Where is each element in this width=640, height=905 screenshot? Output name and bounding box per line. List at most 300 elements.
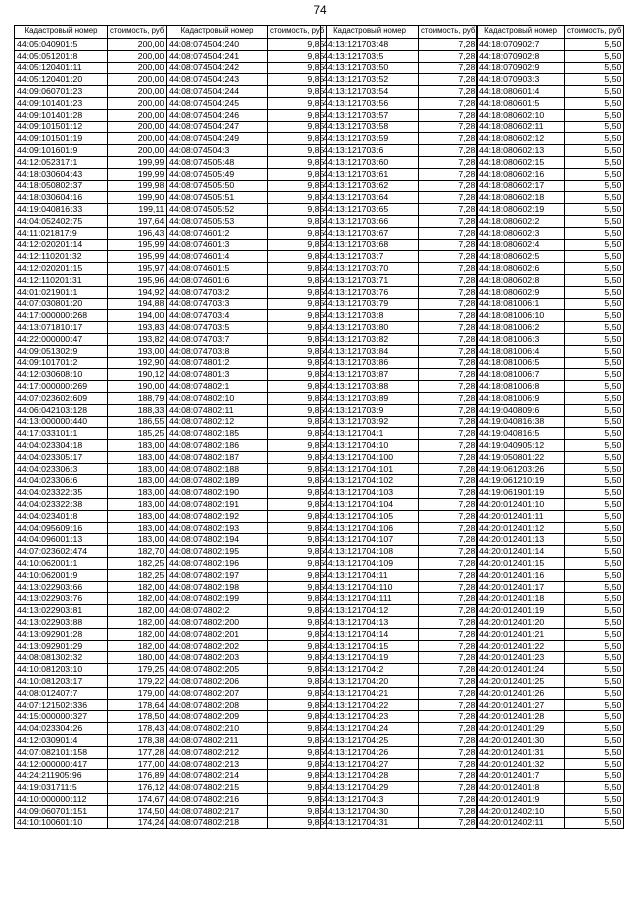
cost-cell: 9,85 [268, 416, 327, 428]
header-cadastral-number: Кадастровый номер [15, 26, 108, 39]
table-row [167, 711, 327, 723]
table-row [477, 640, 624, 652]
cost-table-4 [476, 25, 624, 829]
cadastral-number-cell: 44:19:040816:33 [15, 204, 108, 216]
table-row [15, 676, 167, 688]
table-row [321, 227, 478, 239]
table-row [477, 50, 624, 62]
cadastral-number-cell: 44:07:023602:474 [15, 546, 108, 558]
cadastral-number-cell: 44:18:080602:9 [477, 286, 565, 298]
table-row [477, 286, 624, 298]
cost-cell: 9,85 [268, 180, 327, 192]
cost-cell: 9,85 [268, 168, 327, 180]
cost-cell: 176,12 [108, 782, 167, 794]
table-row [167, 345, 327, 357]
cadastral-number-cell: 44:08:074802:207 [167, 687, 268, 699]
cadastral-number-cell: 44:08:074601:2 [167, 227, 268, 239]
cadastral-number-cell: 44:20:012401:27 [477, 699, 565, 711]
table-row [321, 676, 478, 688]
cadastral-number-cell: 44:13:121703:61 [321, 168, 419, 180]
cost-cell: 176,89 [108, 770, 167, 782]
cost-cell: 7,28 [419, 499, 478, 511]
cadastral-number-cell: 44:13:121703:65 [321, 204, 419, 216]
table-row [167, 322, 327, 334]
cost-cell: 7,28 [419, 263, 478, 275]
cadastral-number-cell: 44:04:023305:17 [15, 451, 108, 463]
cost-cell: 7,28 [419, 381, 478, 393]
cost-cell: 5,50 [565, 369, 624, 381]
cadastral-number-cell: 44:20:012401:14 [477, 546, 565, 558]
table-row [321, 770, 478, 782]
cadastral-number-cell: 44:18:030604:16 [15, 192, 108, 204]
cadastral-number-cell: 44:19:031711:5 [15, 782, 108, 794]
cadastral-number-cell: 44:10:081203:10 [15, 664, 108, 676]
cost-cell: 5,50 [565, 735, 624, 747]
cost-cell: 9,85 [268, 322, 327, 334]
cost-cell: 7,28 [419, 416, 478, 428]
table-row [167, 782, 327, 794]
table-row [167, 628, 327, 640]
cost-cell: 200,00 [108, 97, 167, 109]
cost-cell: 5,50 [565, 640, 624, 652]
cost-table-3 [320, 25, 478, 829]
cost-cell: 5,50 [565, 239, 624, 251]
table-row [15, 463, 167, 475]
cost-cell: 9,85 [268, 345, 327, 357]
cadastral-number-cell: 44:18:070902:8 [477, 50, 565, 62]
cost-cell: 7,28 [419, 617, 478, 629]
cost-cell: 183,00 [108, 475, 167, 487]
table-row [321, 605, 478, 617]
cost-cell: 9,85 [268, 794, 327, 806]
cadastral-number-cell: 44:20:012401:13 [477, 534, 565, 546]
cadastral-number-cell: 44:08:074802:200 [167, 617, 268, 629]
cost-cell: 9,85 [268, 227, 327, 239]
cost-cell: 9,85 [268, 428, 327, 440]
cadastral-number-cell: 44:08:074505:50 [167, 180, 268, 192]
cadastral-number-cell: 44:20:012401:31 [477, 746, 565, 758]
cadastral-number-cell: 44:13:121704:20 [321, 676, 419, 688]
cost-cell: 5,50 [565, 628, 624, 640]
header-cadastral-number: Кадастровый номер [477, 26, 565, 39]
table-row [321, 121, 478, 133]
cost-cell: 200,00 [108, 145, 167, 157]
cadastral-number-cell: 44:13:121704:26 [321, 746, 419, 758]
cadastral-number-cell: 44:13:121704:101 [321, 463, 419, 475]
cadastral-number-cell: 44:13:121704:111 [321, 593, 419, 605]
cost-cell: 5,50 [565, 487, 624, 499]
header-cadastral-number: Кадастровый номер [321, 26, 419, 39]
table-row [477, 758, 624, 770]
table-row [15, 546, 167, 558]
cadastral-number-cell: 44:13:121703:56 [321, 97, 419, 109]
table-row [15, 192, 167, 204]
cost-cell: 9,85 [268, 74, 327, 86]
cadastral-number-cell: 44:08:074703:2 [167, 286, 268, 298]
table-row [321, 746, 478, 758]
table-row [477, 687, 624, 699]
table-row [15, 451, 167, 463]
table-row [321, 463, 478, 475]
table-row [321, 758, 478, 770]
table-row [321, 345, 478, 357]
table-row [15, 711, 167, 723]
cadastral-number-cell: 44:15:000000:327 [15, 711, 108, 723]
cost-cell: 9,85 [268, 39, 327, 51]
table-row [167, 86, 327, 98]
table-row [167, 817, 327, 829]
cadastral-number-cell: 44:08:074802:206 [167, 676, 268, 688]
table-row [477, 145, 624, 157]
cadastral-number-cell: 44:13:022903:76 [15, 593, 108, 605]
cadastral-number-cell: 44:20:012401:30 [477, 735, 565, 747]
table-row [321, 735, 478, 747]
table-row [321, 145, 478, 157]
cadastral-number-cell: 44:22:000000:47 [15, 333, 108, 345]
cost-cell: 9,85 [268, 817, 327, 829]
table-row [15, 534, 167, 546]
cost-cell: 5,50 [565, 333, 624, 345]
cost-cell: 9,85 [268, 404, 327, 416]
table-row [15, 274, 167, 286]
table-row [477, 251, 624, 263]
cadastral-number-cell: 44:10:100601:10 [15, 817, 108, 829]
table-row [477, 39, 624, 51]
cost-cell: 5,50 [565, 168, 624, 180]
cadastral-number-cell: 44:17:000000:268 [15, 310, 108, 322]
cost-cell: 178,43 [108, 723, 167, 735]
cadastral-number-cell: 44:13:000000:440 [15, 416, 108, 428]
cost-cell: 5,50 [565, 794, 624, 806]
table-row [167, 640, 327, 652]
cadastral-number-cell: 44:20:012401:7 [477, 770, 565, 782]
table-row [477, 723, 624, 735]
cadastral-number-cell: 44:12:052317:1 [15, 156, 108, 168]
cadastral-number-cell: 44:08:074802:214 [167, 770, 268, 782]
cost-cell: 9,85 [268, 534, 327, 546]
cadastral-number-cell: 44:13:121704:1 [321, 428, 419, 440]
table-row [167, 510, 327, 522]
cadastral-number-cell: 44:13:121704:103 [321, 487, 419, 499]
cost-cell: 182,00 [108, 581, 167, 593]
cadastral-number-cell: 44:04:023322:35 [15, 487, 108, 499]
cost-cell: 7,28 [419, 546, 478, 558]
cadastral-number-cell: 44:13:121703:79 [321, 298, 419, 310]
cost-cell: 188,79 [108, 392, 167, 404]
header-cost: стоимость, руб [565, 26, 624, 39]
cadastral-number-cell: 44:04:023304:18 [15, 440, 108, 452]
table-row [15, 699, 167, 711]
table-row [321, 416, 478, 428]
table-row [167, 239, 327, 251]
cadastral-number-cell: 44:18:080602:3 [477, 227, 565, 239]
table-row [15, 746, 167, 758]
cadastral-number-cell: 44:13:121703:8 [321, 310, 419, 322]
cadastral-number-cell: 44:08:074802:11 [167, 404, 268, 416]
table-row [15, 758, 167, 770]
cadastral-number-cell: 44:09:101501:12 [15, 121, 108, 133]
table-row [167, 758, 327, 770]
cadastral-number-cell: 44:18:081006:3 [477, 333, 565, 345]
table-row [321, 404, 478, 416]
table-row [15, 86, 167, 98]
cadastral-number-cell: 44:20:012401:18 [477, 593, 565, 605]
cost-cell: 7,28 [419, 121, 478, 133]
table-row [167, 475, 327, 487]
cost-cell: 5,50 [565, 416, 624, 428]
cadastral-number-cell: 44:08:074504:240 [167, 39, 268, 51]
cost-cell: 9,85 [268, 333, 327, 345]
cadastral-number-cell: 44:13:121704:12 [321, 605, 419, 617]
cost-cell: 5,50 [565, 782, 624, 794]
cadastral-number-cell: 44:13:121704:106 [321, 522, 419, 534]
cadastral-number-cell: 44:08:074703:5 [167, 322, 268, 334]
cost-cell: 7,28 [419, 581, 478, 593]
table-row [477, 522, 624, 534]
table-row [15, 121, 167, 133]
cadastral-number-cell: 44:08:074802:212 [167, 746, 268, 758]
cadastral-number-cell: 44:13:121704:31 [321, 817, 419, 829]
cost-cell: 7,28 [419, 369, 478, 381]
cost-cell: 199,90 [108, 192, 167, 204]
cost-cell: 9,85 [268, 440, 327, 452]
cadastral-number-cell: 44:18:081006:7 [477, 369, 565, 381]
cost-cell: 183,00 [108, 440, 167, 452]
cadastral-number-cell: 44:04:023304:26 [15, 723, 108, 735]
cadastral-number-cell: 44:20:012401:15 [477, 558, 565, 570]
cost-cell: 7,28 [419, 664, 478, 676]
table-row [321, 723, 478, 735]
cost-cell: 7,28 [419, 805, 478, 817]
cost-cell: 5,50 [565, 581, 624, 593]
table-row [321, 534, 478, 546]
cadastral-number-cell: 44:08:074802:216 [167, 794, 268, 806]
cost-cell: 7,28 [419, 735, 478, 747]
cadastral-number-cell: 44:13:121703:82 [321, 333, 419, 345]
cadastral-number-cell: 44:08:074802:199 [167, 593, 268, 605]
cost-cell: 5,50 [565, 558, 624, 570]
cadastral-number-cell: 44:13:022903:88 [15, 617, 108, 629]
table-row [167, 333, 327, 345]
cost-cell: 5,50 [565, 251, 624, 263]
table-row [167, 286, 327, 298]
table-row [15, 687, 167, 699]
cadastral-number-cell: 44:20:012401:25 [477, 676, 565, 688]
cost-cell: 9,85 [268, 286, 327, 298]
table-row [167, 735, 327, 747]
table-row [321, 569, 478, 581]
cost-table-2 [166, 25, 327, 829]
cadastral-number-cell: 44:07:023602:609 [15, 392, 108, 404]
table-row [321, 628, 478, 640]
cost-cell: 178,38 [108, 735, 167, 747]
cost-cell: 5,50 [565, 770, 624, 782]
cadastral-number-cell: 44:08:074703:3 [167, 298, 268, 310]
table-row [477, 628, 624, 640]
cadastral-number-cell: 44:19:040905:12 [477, 440, 565, 452]
cost-cell: 7,28 [419, 687, 478, 699]
cost-cell: 7,28 [419, 322, 478, 334]
table-row [321, 475, 478, 487]
cost-cell: 5,50 [565, 180, 624, 192]
table-row [167, 451, 327, 463]
table-row [15, 204, 167, 216]
cadastral-number-cell: 44:18:080602:12 [477, 133, 565, 145]
cadastral-number-cell: 44:13:121703:9 [321, 404, 419, 416]
table-row [167, 794, 327, 806]
cost-cell: 5,50 [565, 109, 624, 121]
cost-cell: 7,28 [419, 440, 478, 452]
cadastral-number-cell: 44:13:121703:54 [321, 86, 419, 98]
table-row [321, 428, 478, 440]
cost-cell: 7,28 [419, 652, 478, 664]
cadastral-number-cell: 44:13:121703:71 [321, 274, 419, 286]
cadastral-number-cell: 44:18:030604:43 [15, 168, 108, 180]
cadastral-number-cell: 44:08:074802:12 [167, 416, 268, 428]
table-row [167, 723, 327, 735]
cadastral-number-cell: 44:09:101601:9 [15, 145, 108, 157]
table-row [167, 805, 327, 817]
table-row [477, 74, 624, 86]
table-row [321, 192, 478, 204]
cost-cell: 9,85 [268, 687, 327, 699]
table-row [321, 451, 478, 463]
cadastral-number-cell: 44:05:051201:8 [15, 50, 108, 62]
cost-table [476, 25, 624, 829]
table-row [15, 404, 167, 416]
cost-cell: 7,28 [419, 782, 478, 794]
table-row [477, 97, 624, 109]
cost-cell: 5,50 [565, 569, 624, 581]
cost-cell: 5,50 [565, 805, 624, 817]
table-row [321, 440, 478, 452]
cadastral-number-cell: 44:09:101701:2 [15, 357, 108, 369]
cost-cell: 190,12 [108, 369, 167, 381]
cadastral-number-cell: 44:08:074504:3 [167, 145, 268, 157]
cost-cell: 5,50 [565, 510, 624, 522]
cost-cell: 7,28 [419, 593, 478, 605]
cost-cell: 9,85 [268, 628, 327, 640]
cadastral-number-cell: 44:08:074802:218 [167, 817, 268, 829]
cadastral-number-cell: 44:09:051302:9 [15, 345, 108, 357]
table-row [321, 558, 478, 570]
cost-cell: 195,96 [108, 274, 167, 286]
cadastral-number-cell: 44:20:012402:11 [477, 817, 565, 829]
table-row [321, 333, 478, 345]
cost-cell: 9,85 [268, 86, 327, 98]
cadastral-number-cell: 44:08:074802:197 [167, 569, 268, 581]
cadastral-number-cell: 44:13:121703:87 [321, 369, 419, 381]
cadastral-number-cell: 44:12:110201:31 [15, 274, 108, 286]
table-row [477, 593, 624, 605]
cost-cell: 5,50 [565, 392, 624, 404]
cost-cell: 7,28 [419, 145, 478, 157]
table-row [477, 664, 624, 676]
table-row [167, 121, 327, 133]
cadastral-number-cell: 44:20:012401:29 [477, 723, 565, 735]
table-row [477, 451, 624, 463]
cadastral-number-cell: 44:12:030901:4 [15, 735, 108, 747]
cadastral-number-cell: 44:09:060701:151 [15, 805, 108, 817]
table-row [477, 133, 624, 145]
table-row [477, 168, 624, 180]
table-row [167, 676, 327, 688]
cadastral-number-cell: 44:18:070902:9 [477, 62, 565, 74]
cost-cell: 200,00 [108, 74, 167, 86]
cost-cell: 182,00 [108, 628, 167, 640]
cost-cell: 9,85 [268, 97, 327, 109]
table-row [167, 97, 327, 109]
cost-cell: 7,28 [419, 180, 478, 192]
cadastral-number-cell: 44:08:074802:189 [167, 475, 268, 487]
cost-cell: 7,28 [419, 392, 478, 404]
cadastral-number-cell: 44:04:023306:6 [15, 475, 108, 487]
cost-cell: 9,85 [268, 239, 327, 251]
table-row [15, 805, 167, 817]
cost-cell: 5,50 [565, 440, 624, 452]
header-cost: стоимость, руб [419, 26, 478, 39]
cost-cell: 7,28 [419, 357, 478, 369]
cost-cell: 9,85 [268, 617, 327, 629]
cost-cell: 7,28 [419, 510, 478, 522]
cadastral-number-cell: 44:08:074504:247 [167, 121, 268, 133]
table-row [477, 204, 624, 216]
cadastral-number-cell: 44:17:033101:1 [15, 428, 108, 440]
cadastral-number-cell: 44:19:040816:5 [477, 428, 565, 440]
cost-cell: 9,85 [268, 192, 327, 204]
cost-cell: 194,88 [108, 298, 167, 310]
cadastral-number-cell: 44:08:074802:195 [167, 546, 268, 558]
table-row [167, 168, 327, 180]
cadastral-number-cell: 44:18:080602:8 [477, 274, 565, 286]
table-row [321, 699, 478, 711]
cost-cell: 9,85 [268, 475, 327, 487]
page-number: 74 [313, 3, 327, 17]
table-row [321, 794, 478, 806]
table-row [15, 145, 167, 157]
cost-cell: 5,50 [565, 475, 624, 487]
table-row [167, 156, 327, 168]
cadastral-number-cell: 44:13:121703:67 [321, 227, 419, 239]
cost-cell: 183,00 [108, 451, 167, 463]
cadastral-number-cell: 44:04:052402:75 [15, 215, 108, 227]
table-row [167, 39, 327, 51]
cost-cell: 9,85 [268, 50, 327, 62]
table-row [15, 770, 167, 782]
table-row [477, 357, 624, 369]
cost-cell: 5,50 [565, 97, 624, 109]
cost-cell: 9,85 [268, 381, 327, 393]
cadastral-number-cell: 44:13:092901:28 [15, 628, 108, 640]
cadastral-number-cell: 44:07:030801:20 [15, 298, 108, 310]
table-row [321, 581, 478, 593]
table-row [167, 180, 327, 192]
table-row [321, 711, 478, 723]
cadastral-number-cell: 44:04:023306:3 [15, 463, 108, 475]
cost-cell: 5,50 [565, 676, 624, 688]
cost-cell: 7,28 [419, 534, 478, 546]
cost-cell: 7,28 [419, 97, 478, 109]
cadastral-number-cell: 44:08:074504:241 [167, 50, 268, 62]
table-row [15, 475, 167, 487]
cadastral-number-cell: 44:13:071810:17 [15, 322, 108, 334]
cadastral-number-cell: 44:20:012401:10 [477, 499, 565, 511]
cadastral-number-cell: 44:18:070902:7 [477, 39, 565, 51]
cost-cell: 193,82 [108, 333, 167, 345]
cadastral-number-cell: 44:06:042103:128 [15, 404, 108, 416]
cost-cell: 183,00 [108, 487, 167, 499]
cadastral-number-cell: 44:18:081006:5 [477, 357, 565, 369]
